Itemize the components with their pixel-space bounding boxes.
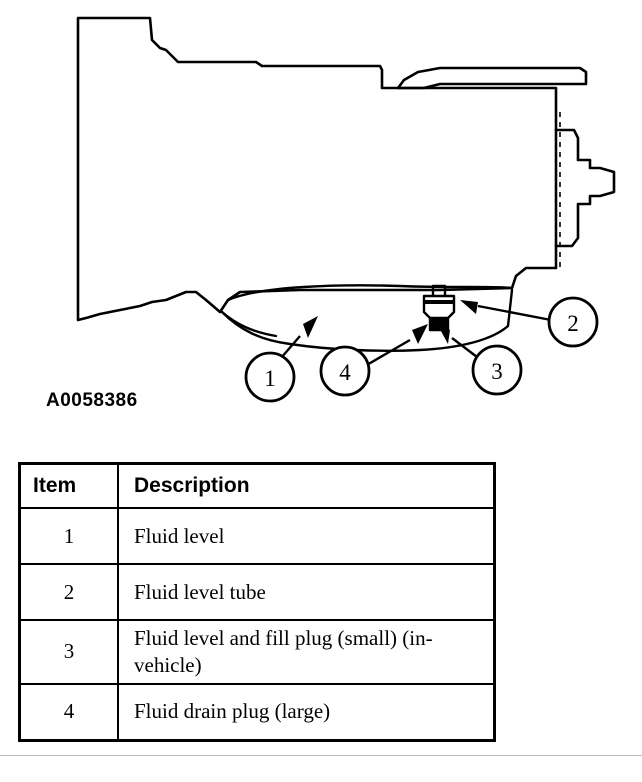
row-item-description: Fluid level tube	[118, 564, 495, 620]
svg-text:4: 4	[339, 360, 351, 385]
table-row	[20, 508, 495, 564]
legend-table	[18, 462, 496, 742]
callout-2	[549, 298, 597, 346]
table-head	[20, 464, 495, 509]
housing-outline	[78, 18, 556, 320]
table-row	[20, 564, 495, 620]
row-item-description: Fluid level and fill plug (small) (in-vehicle)	[118, 620, 495, 684]
column-header-item: Item	[20, 464, 119, 509]
svg-text:1: 1	[264, 366, 276, 391]
row-item-number: 4	[20, 684, 119, 741]
callout-1	[246, 353, 294, 401]
callout-arrowheads	[303, 300, 478, 344]
svg-text:2: 2	[567, 311, 579, 336]
column-header-description: Description	[118, 464, 495, 509]
row-item-number: 3	[20, 620, 119, 684]
svg-text:3: 3	[491, 359, 503, 384]
footer-divider	[0, 755, 642, 756]
row-item-description: Fluid level	[118, 508, 495, 564]
callout-4	[321, 347, 369, 395]
figure-code-label: A0058386	[46, 390, 138, 411]
upper-bracket-arm	[398, 68, 586, 88]
table-header-row	[20, 464, 495, 509]
table-body	[20, 508, 495, 740]
fluid-pan-outline	[222, 285, 512, 350]
table-row	[20, 620, 495, 684]
row-item-number: 1	[20, 508, 119, 564]
right-flange	[556, 130, 614, 246]
callout-3	[473, 346, 521, 394]
table-row	[20, 684, 495, 741]
row-item-number: 2	[20, 564, 119, 620]
row-item-description: Fluid drain plug (large)	[118, 684, 495, 741]
